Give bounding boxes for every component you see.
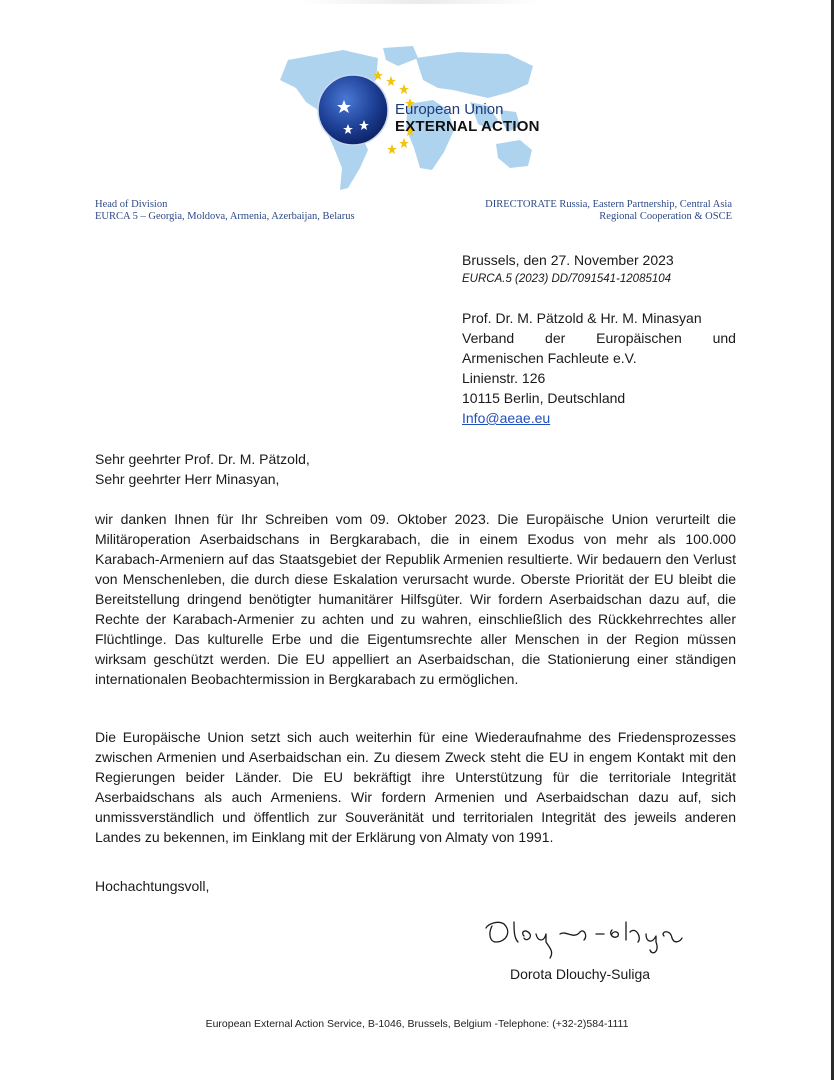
recipient-org-line1: [462, 328, 736, 348]
salutation: [95, 449, 736, 489]
logo-text-external-action: EXTERNAL ACTION: [395, 118, 540, 135]
handwritten-signature: [480, 912, 690, 962]
logo-text-european-union: European Union: [395, 101, 504, 118]
salutation-line: Sehr geehrter Prof. Dr. M. Pätzold,: [95, 451, 310, 467]
org-word: Europäischen: [596, 330, 682, 346]
footer-address: European External Action Service, B-1046, Brussels, Belgium -Telephone: (+32-2)584-1111: [205, 1018, 629, 1030]
body-paragraph-1: wir danken Ihnen für Ihr Schreiben vom 09. Oktober 2023. Die Europäische Union verurteilt die Militäroperation Aserbaidschans in Bergkarabach, die in einem Exodus von mehr als 100.000 Karabach-Armeniern auf das Staatsgebiet der Republik Armenien resultierte. Wir bedauern den Verlust von Menschenleben, die durch diese Eskalation verursacht wurde. Oberste Priorität der EU bleibt die Bereitstellung dringend benötigter humanitärer Hilfsgüter. Wir fordern Aserbaidschan dazu auf, die Rechte der Karabach-Armenier zu achten und zu wahren, einschließlich des Rückkehrrechtes aller Flüchtlinge. Das kulturelle Erbe und die Eigentumsrechte aller Menschen in der Region müssen wirksam geschützt werden. Die EU appelliert an Aserbaidschan, die Stationierung einer ständigen internationalen Beobachtermission in Bergkarabach zu ermöglichen.: [95, 511, 736, 687]
org-word: der: [545, 330, 566, 346]
recipient-org-line2: Armenischen Fachleute e.V.: [462, 350, 637, 366]
header-directorate: [485, 199, 732, 223]
recipient-city: 10115 Berlin, Deutschland: [462, 390, 626, 406]
org-word: Verband: [462, 330, 515, 346]
sender-division: EURCA 5 – Georgia, Moldova, Armenia, Azerbaijan, Belarus: [95, 211, 355, 222]
scan-shadow: [300, 0, 540, 4]
globe-icon: [318, 75, 388, 145]
letter-reference: EURCA.5 (2023) DD/7091541-12085104: [462, 273, 672, 285]
body-paragraph-2: Die Europäische Union setzt sich auch weiterhin für eine Wiederaufnahme des Friedensprozesses zwischen Armenien und Aserbaidschan ein. Zu diesem Zweck steht die EU in engem Kontakt mit den Regierungen beider Länder. Die EU bekräftigt ihre Unterstützung für die territoriale Integrität Aserbaidschans als auch Armeniens. Wir fordern Armenien und Aserbaidschan dazu auf, sich unmissverständlich und öffentlich zur Souveränität und territorialen Integrität des jeweils anderen Landes zu bekennen, im Einklang mit der Erklärung von Almaty von 1991.: [95, 729, 736, 845]
closing: Hochachtungsvoll,: [95, 878, 210, 894]
eeas-logo: [248, 40, 548, 200]
salutation-line: Sehr geehrter Herr Minasyan,: [95, 471, 280, 487]
recipient-email-link[interactable]: Info@aeae.eu: [462, 410, 551, 426]
signer-name: Dorota Dlouchy-Suliga: [510, 966, 651, 982]
letter-date: Brussels, den 27. November 2023: [462, 252, 674, 268]
sender-title: Head of Division: [95, 199, 168, 210]
header-sender-unit: [95, 199, 355, 223]
recipient-address: [462, 308, 736, 428]
directorate-subline: Regional Cooperation & OSCE: [599, 211, 732, 222]
org-word: und: [712, 330, 736, 346]
recipient-name: Prof. Dr. M. Pätzold & Hr. M. Minasyan: [462, 310, 702, 326]
directorate-line: DIRECTORATE Russia, Eastern Partnership, Central Asia: [485, 199, 732, 210]
recipient-street: Linienstr. 126: [462, 370, 546, 386]
